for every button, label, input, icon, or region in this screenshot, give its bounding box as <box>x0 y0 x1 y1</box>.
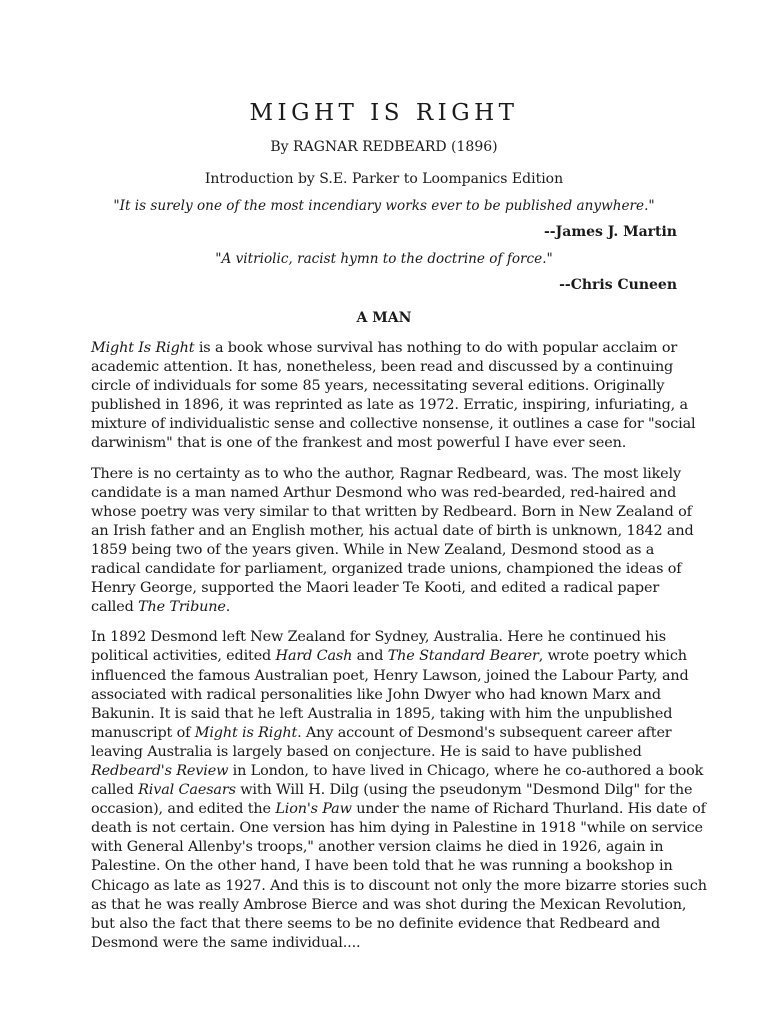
paragraph-text: published in 1896, it was reprinted as late as 1972. Erratic, inspiring, infuriating, a <box>91 397 688 414</box>
paragraph-text: with Will H. Dilg (using the pseudonym "Desmond Dilg" for the <box>235 782 693 799</box>
paragraph-line <box>91 358 677 377</box>
paragraph-line <box>91 647 687 666</box>
paragraph-line <box>91 484 677 503</box>
paragraph-line <box>91 819 703 838</box>
italic-title-text: The Standard Bearer <box>387 648 539 665</box>
epigraph-quote-1: "It is surely one of the most incendiary works ever to be published anywhere." <box>113 198 655 214</box>
paragraph-line <box>91 434 677 453</box>
author-byline: By RAGNAR REDBEARD (1896) <box>270 139 498 155</box>
paragraph-line <box>91 667 689 686</box>
paragraph-line <box>91 628 677 647</box>
epigraph-quote-2-text: A vitriolic, racist hymn to the doctrine of force. <box>221 251 547 267</box>
paragraph-text: as that he was really Ambrose Bierce and was shot during the Mexican Revolution, <box>91 896 687 913</box>
paragraph-line <box>91 915 677 934</box>
paragraph-line <box>91 503 692 522</box>
paragraph-line <box>91 838 677 857</box>
paragraph-text: in London, to have lived in Chicago, where he co-authored a book <box>228 762 704 779</box>
body-paragraph-3 <box>91 628 707 953</box>
paragraph-text: In 1892 Desmond left New Zealand for Sydney, Australia. Here he continued his <box>91 629 666 646</box>
paragraph-text: death is not certain. One version has him dying in Palestine in 1918 "while on service <box>91 820 703 837</box>
paragraph-text: 1859 being two of the years given. While in New Zealand, Desmond stood as a <box>91 541 655 558</box>
paragraph-text: associated with radical personalities like John Dwyer who had known Marx and <box>91 686 661 703</box>
paragraph-text: under the name of Richard Thurland. His date of <box>351 801 706 818</box>
body-paragraph-2 <box>91 465 694 618</box>
section-heading: A MAN <box>356 310 412 326</box>
epigraph-quote-2: "A vitriolic, racist hymn to the doctrine of force." <box>215 251 553 267</box>
body-paragraph-1 <box>91 339 696 454</box>
paragraph-text: leaving Australia is largely based on conjecture. He is said to have published <box>91 743 642 760</box>
epigraph-quote-1-text: It is surely one of the most incendiary works ever to be published anywhere. <box>119 198 649 214</box>
paragraph-text: is a book whose survival has nothing to do with popular acclaim or <box>194 340 678 356</box>
paragraph-text: . Any account of Desmond's subsequent career after <box>297 724 672 741</box>
paragraph-line <box>91 465 681 484</box>
italic-title-text: The Tribune <box>138 599 226 616</box>
paragraph-text: with General Allenby's troops," another version claims he died in 1926, again in <box>91 839 664 856</box>
paragraph-text: . <box>225 599 231 616</box>
italic-title-text: Hard Cash <box>275 648 353 665</box>
paragraph-line <box>91 705 677 724</box>
paragraph-line <box>91 579 677 598</box>
italic-title-text: Might Is Right <box>91 340 195 356</box>
epigraph-attribution-2: --Chris Cuneen <box>559 277 677 293</box>
paragraph-line <box>91 415 696 434</box>
paragraph-line <box>91 396 688 415</box>
body-text <box>91 339 707 953</box>
paragraph-text: Chicago as late as 1927. And this is to discount not only the more bizarre stories such <box>91 877 707 894</box>
paragraph-text: Henry George, supported the Maori leader Te Kooti, and edited a radical paper <box>91 580 660 597</box>
paragraph-line <box>91 724 677 743</box>
epigraph-attribution-1: --James J. Martin <box>544 224 677 240</box>
paragraph-line <box>91 541 677 560</box>
paragraph-line <box>91 377 677 396</box>
paragraph-text: an Irish father and an English mother, his actual date of birth is unknown, 1842 and <box>91 522 694 539</box>
italic-title-text: Redbeard's Review <box>91 762 229 779</box>
paragraph-line <box>91 598 677 617</box>
paragraph-text: circle of individuals for some 85 years, necessitating several editions. Originally <box>91 378 665 395</box>
paragraph-text: , wrote poetry which <box>538 648 687 665</box>
paragraph-line <box>91 762 704 781</box>
italic-title-text: Lion's Paw <box>275 801 352 818</box>
paragraph-line <box>91 743 677 762</box>
paragraph-line <box>91 686 677 705</box>
italic-title-text: Rival Caesars <box>138 782 236 799</box>
paragraph-text: called <box>91 782 139 799</box>
paragraph-text: academic attention. It has, nonetheless, been read and discussed by a continuing <box>91 359 674 376</box>
paragraph-text: occasion), and edited the <box>91 801 276 818</box>
paragraph-line <box>91 781 693 800</box>
document-title: MIGHT IS RIGHT <box>249 100 519 126</box>
paragraph-text: darwinism" that is one of the frankest and most powerful I have ever seen. <box>91 435 627 452</box>
paragraph-line <box>91 896 687 915</box>
introduction-credit: Introduction by S.E. Parker to Loompanics Edition <box>204 171 564 187</box>
paragraph-line <box>91 934 677 953</box>
paragraph-text: Bakunin. It is said that he left Australia in 1895, taking with him the unpublished <box>91 705 673 722</box>
paragraph-text: called <box>91 599 139 616</box>
paragraph-text: radical candidate for parliament, organized trade unions, championed the ideas of <box>91 561 682 578</box>
paragraph-line <box>91 857 677 876</box>
document-page <box>91 96 707 953</box>
paragraph-line <box>91 560 682 579</box>
paragraph-text: mixture of individualistic sense and collective nonsense, it outlines a case for "social <box>91 416 696 433</box>
paragraph-text: whose poetry was very similar to that written by Redbeard. Born in New Zealand of <box>91 503 692 520</box>
paragraph-line <box>91 800 706 819</box>
italic-title-text: Might is Right <box>194 724 298 741</box>
paragraph-text: candidate is a man named Arthur Desmond who was red-bearded, red-haired and <box>91 484 677 501</box>
paragraph-text: political activities, edited <box>91 648 276 665</box>
paragraph-line <box>91 522 694 541</box>
paragraph-line <box>91 339 677 358</box>
paragraph-line <box>91 877 707 896</box>
paragraph-text: Palestine. On the other hand, I have been told that he was running a bookshop in <box>91 858 673 875</box>
paragraph-text: There is no certainty as to who the author, Ragnar Redbeard, was. The most likely <box>91 465 681 482</box>
paragraph-text: and <box>352 648 388 665</box>
paragraph-text: but also the fact that there seems to be no definite evidence that Redbeard and <box>91 915 661 932</box>
paragraph-text: influenced the famous Australian poet, Henry Lawson, joined the Labour Party, and <box>91 667 689 684</box>
paragraph-text: Desmond were the same individual.... <box>91 934 361 951</box>
paragraph-text: manuscript of <box>91 724 195 741</box>
